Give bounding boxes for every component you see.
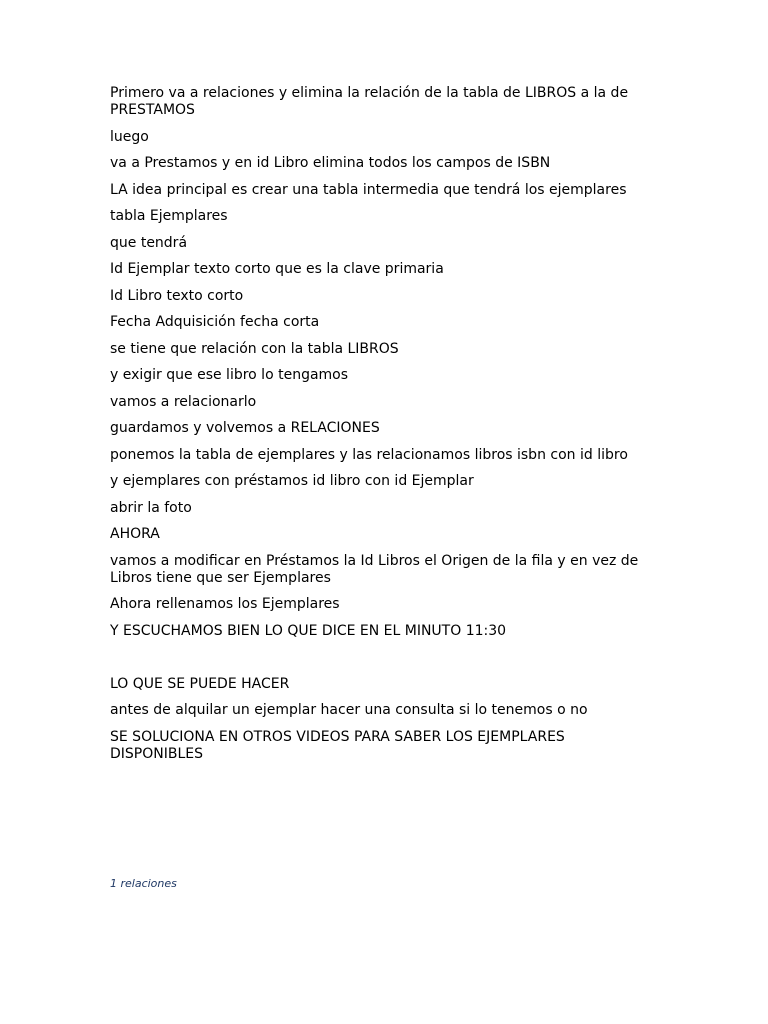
paragraph: AHORA xyxy=(110,526,160,542)
paragraph: va a Prestamos y en id Libro elimina todos los campos de ISBN xyxy=(110,155,551,171)
figure-caption: 1 relaciones xyxy=(110,877,177,890)
paragraph: Id Ejemplar texto corto que es la clave primaria xyxy=(110,261,444,277)
paragraph: LO QUE SE PUEDE HACER xyxy=(110,675,290,692)
document-body xyxy=(110,85,655,772)
paragraph: vamos a modificar en Préstamos la Id Libros el Origen de la fila y en vez de Libros tiene que ser Ejemplares xyxy=(110,552,639,586)
paragraph: Primero va a relaciones y elimina la relación de la tabla de LIBROS a la de PRESTAMOS xyxy=(110,85,629,118)
paragraph: tabla Ejemplares xyxy=(110,208,228,224)
paragraph: Id Libro texto corto xyxy=(110,287,244,304)
paragraph: ponemos la tabla de ejemplares y las relacionamos libros isbn con id libro xyxy=(110,446,628,463)
paragraph: guardamos y volvemos a RELACIONES xyxy=(110,420,380,436)
paragraph: Fecha Adquisición fecha corta xyxy=(110,314,320,330)
paragraph: y exigir que ese libro lo tengamos xyxy=(110,367,349,383)
empty-paragraph xyxy=(110,649,655,666)
paragraph: luego xyxy=(110,128,149,145)
paragraph: abrir la foto xyxy=(110,499,192,516)
paragraph: Ahora rellenamos los Ejemplares xyxy=(110,596,340,612)
paragraph: LA idea principal es crear una tabla intermedia que tendrá los ejemplares xyxy=(110,181,627,198)
paragraph: antes de alquilar un ejemplar hacer una consulta si lo tenemos o no xyxy=(110,702,588,718)
paragraph: vamos a relacionarlo xyxy=(110,393,257,410)
paragraph: SE SOLUCIONA EN OTROS VIDEOS PARA SABER LOS EJEMPLARES DISPONIBLES xyxy=(110,728,565,762)
paragraph: y ejemplares con préstamos id libro con id Ejemplar xyxy=(110,473,474,489)
paragraph: se tiene que relación con la tabla LIBROS xyxy=(110,340,399,357)
paragraph: que tendrá xyxy=(110,234,188,251)
paragraph: Y ESCUCHAMOS BIEN LO QUE DICE EN EL MINUTO 11:30 xyxy=(110,622,507,639)
